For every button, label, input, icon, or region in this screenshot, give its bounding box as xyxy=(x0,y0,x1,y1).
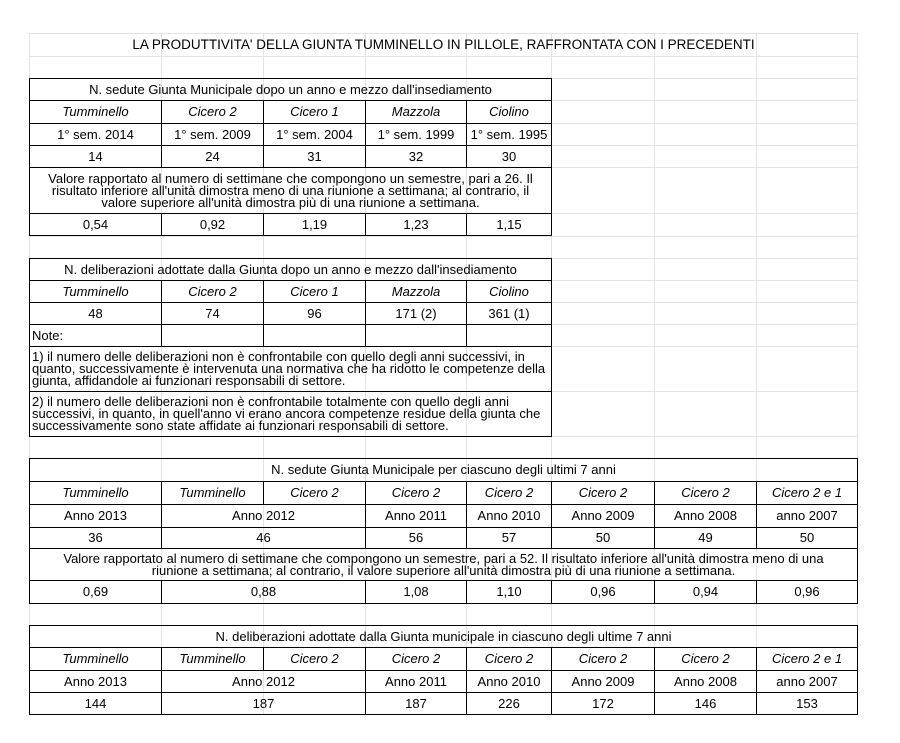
table4-name: Cicero 2 xyxy=(681,651,730,666)
table4-name: Cicero 2 xyxy=(484,651,534,666)
table1-period: 1° sem. 2014 xyxy=(57,126,134,142)
table3-ratio: 1,10 xyxy=(496,584,522,599)
table4-year: Anno 2008 xyxy=(674,673,737,689)
table1-title: N. sedute Giunta Municipale dopo un anno e mezzo dall'insediamento xyxy=(89,81,492,97)
table3-name: Cicero 2 xyxy=(391,485,441,500)
table1-period: 1° sem. 1999 xyxy=(377,126,455,142)
table4-value: 153 xyxy=(796,695,818,711)
table2-name: Tumminello xyxy=(62,283,129,299)
table3-year: Anno 2011 xyxy=(385,508,447,523)
table3-year: Anno 2009 xyxy=(571,508,635,523)
table4-name: Tumminello xyxy=(179,651,246,666)
table3-name: Cicero 2 xyxy=(484,485,534,500)
table3-name: Cicero 2 xyxy=(681,485,730,500)
table3-value: 57 xyxy=(501,530,517,545)
table2-value: 48 xyxy=(88,305,103,321)
table3-title: N. sedute Giunta Municipale per ciascuno degli ultimi 7 anni xyxy=(271,462,616,477)
table1-ratio: 0,92 xyxy=(199,216,226,232)
table2-value: 74 xyxy=(205,305,220,321)
table1-period: 1° sem. 1995 xyxy=(470,126,548,142)
table3-value: 50 xyxy=(799,530,815,545)
table1-name: Ciolino xyxy=(489,104,529,119)
table4-value: 172 xyxy=(592,695,614,711)
table3-note: Valore rapportato al numero di settimane che compongono un semestre, pari a 52. Il risultato inferiore all'unità dimostra meno di una riunione a settimana; al contrario, il valore superiore all'unità dimostra più di una riunione a settimana. xyxy=(63,550,824,578)
table4-value: 187 xyxy=(252,695,275,711)
table2-value: 361 (1) xyxy=(488,305,530,321)
table2-name: Cicero 2 xyxy=(188,283,237,299)
table4-value: 144 xyxy=(84,695,107,711)
table4-year: Anno 2013 xyxy=(64,673,127,689)
table4-value: 187 xyxy=(405,695,427,711)
table3-value: 46 xyxy=(256,530,271,545)
table1-value: 14 xyxy=(88,148,103,164)
table3-value: 56 xyxy=(408,530,424,545)
table4-title: N. deliberazioni adottate dalla Giunta municipale in ciascuno degli ultime 7 anni xyxy=(215,628,672,644)
table3-ratio: 0,94 xyxy=(692,584,719,599)
table4-name: Cicero 2 e 1 xyxy=(771,651,843,666)
table3-name: Cicero 2 e 1 xyxy=(771,485,843,500)
table1-note: Valore rapportato al numero di settimane che compongono un semestre, pari a 26. Il risultato inferiore all'unità dimostra meno di una riunione a settimana; al contrario, il valore superiore all'unità dimostra più di una riunione a settimana. xyxy=(48,170,533,210)
table3-value: 49 xyxy=(698,530,713,545)
table3-year: Anno 2010 xyxy=(477,508,541,523)
table1-name: Cicero 2 xyxy=(188,104,237,119)
table3-ratio: 1,08 xyxy=(403,584,429,599)
table4-value: 146 xyxy=(694,695,717,711)
table3-ratio: 0,96 xyxy=(794,584,820,599)
table2-name: Cicero 1 xyxy=(290,283,339,299)
table4-name: Cicero 2 xyxy=(290,651,339,666)
table2-note-label: Note: xyxy=(32,327,64,343)
table3-ratio: 0,96 xyxy=(590,584,616,599)
table4-name: Cicero 2 xyxy=(391,651,441,666)
table1-ratio: 1,19 xyxy=(301,216,328,232)
table1-value: 30 xyxy=(501,148,517,164)
table2-note-1: 1) il numero delle deliberazioni non è confrontabile con quello degli anni successivi, in quanto, successivamente è intervenuta una normativa che ha ridotto le competenze della giunta, affidandole ai funzionari responsabili di settore. xyxy=(32,349,546,388)
table1-value: 31 xyxy=(307,148,322,164)
table2-name: Ciolino xyxy=(489,283,529,299)
main-title: LA PRODUTTIVITA' DELLA GIUNTA TUMMINELLO IN PILLOLE, RAFFRONTATA CON I PRECEDENTI xyxy=(132,37,755,52)
table4-name: Tumminello xyxy=(62,651,129,666)
table4-year: Anno 2009 xyxy=(571,673,635,689)
table4-year: Anno 2012 xyxy=(232,673,295,689)
table2-name: Mazzola xyxy=(391,283,441,299)
table1-ratio: 1,23 xyxy=(403,216,429,232)
table3-name: Cicero 2 xyxy=(290,485,339,500)
table1-name: Cicero 1 xyxy=(290,104,339,119)
table1-value: 24 xyxy=(205,148,220,164)
table1-ratio: 1,15 xyxy=(496,216,522,232)
table3-name: Cicero 2 xyxy=(578,485,628,500)
table4-year: anno 2007 xyxy=(776,673,838,689)
table2-value: 96 xyxy=(307,305,322,321)
table3-ratio: 0,88 xyxy=(250,584,277,599)
table3-name: Tumminello xyxy=(62,485,129,500)
table4-value: 226 xyxy=(498,695,520,711)
table4-year: Anno 2010 xyxy=(477,673,541,689)
table4-year: Anno 2011 xyxy=(385,673,447,689)
table3-value: 50 xyxy=(595,530,611,545)
table3-year: Anno 2013 xyxy=(64,508,127,523)
table3-year: Anno 2008 xyxy=(674,508,737,523)
table2-value: 171 (2) xyxy=(395,305,437,321)
table3-ratio: 0,69 xyxy=(82,584,109,599)
table1-name: Tumminello xyxy=(62,104,129,119)
table1-ratio: 0,54 xyxy=(82,216,109,232)
table3-year: Anno 2012 xyxy=(232,508,295,523)
table3-year: anno 2007 xyxy=(776,508,838,523)
table1-period: 1° sem. 2004 xyxy=(276,126,353,142)
table2-title: N. deliberazioni adottate dalla Giunta dopo un anno e mezzo dall'insediamento xyxy=(64,261,517,277)
table3-name: Tumminello xyxy=(179,485,246,500)
table2-note-2: 2) il numero delle deliberazioni non è confrontabile totalmente con quello degli anni successivi, in quanto, in quell'anno vi erano ancora competenze residue della giunta che successivamente sono state affidate ai funzionari responsabili di settore. xyxy=(32,394,541,433)
table1-period: 1° sem. 2009 xyxy=(174,126,251,142)
table4-name: Cicero 2 xyxy=(578,651,628,666)
table1-value: 32 xyxy=(408,148,424,164)
table1-name: Mazzola xyxy=(391,104,441,119)
table3-value: 36 xyxy=(88,530,103,545)
